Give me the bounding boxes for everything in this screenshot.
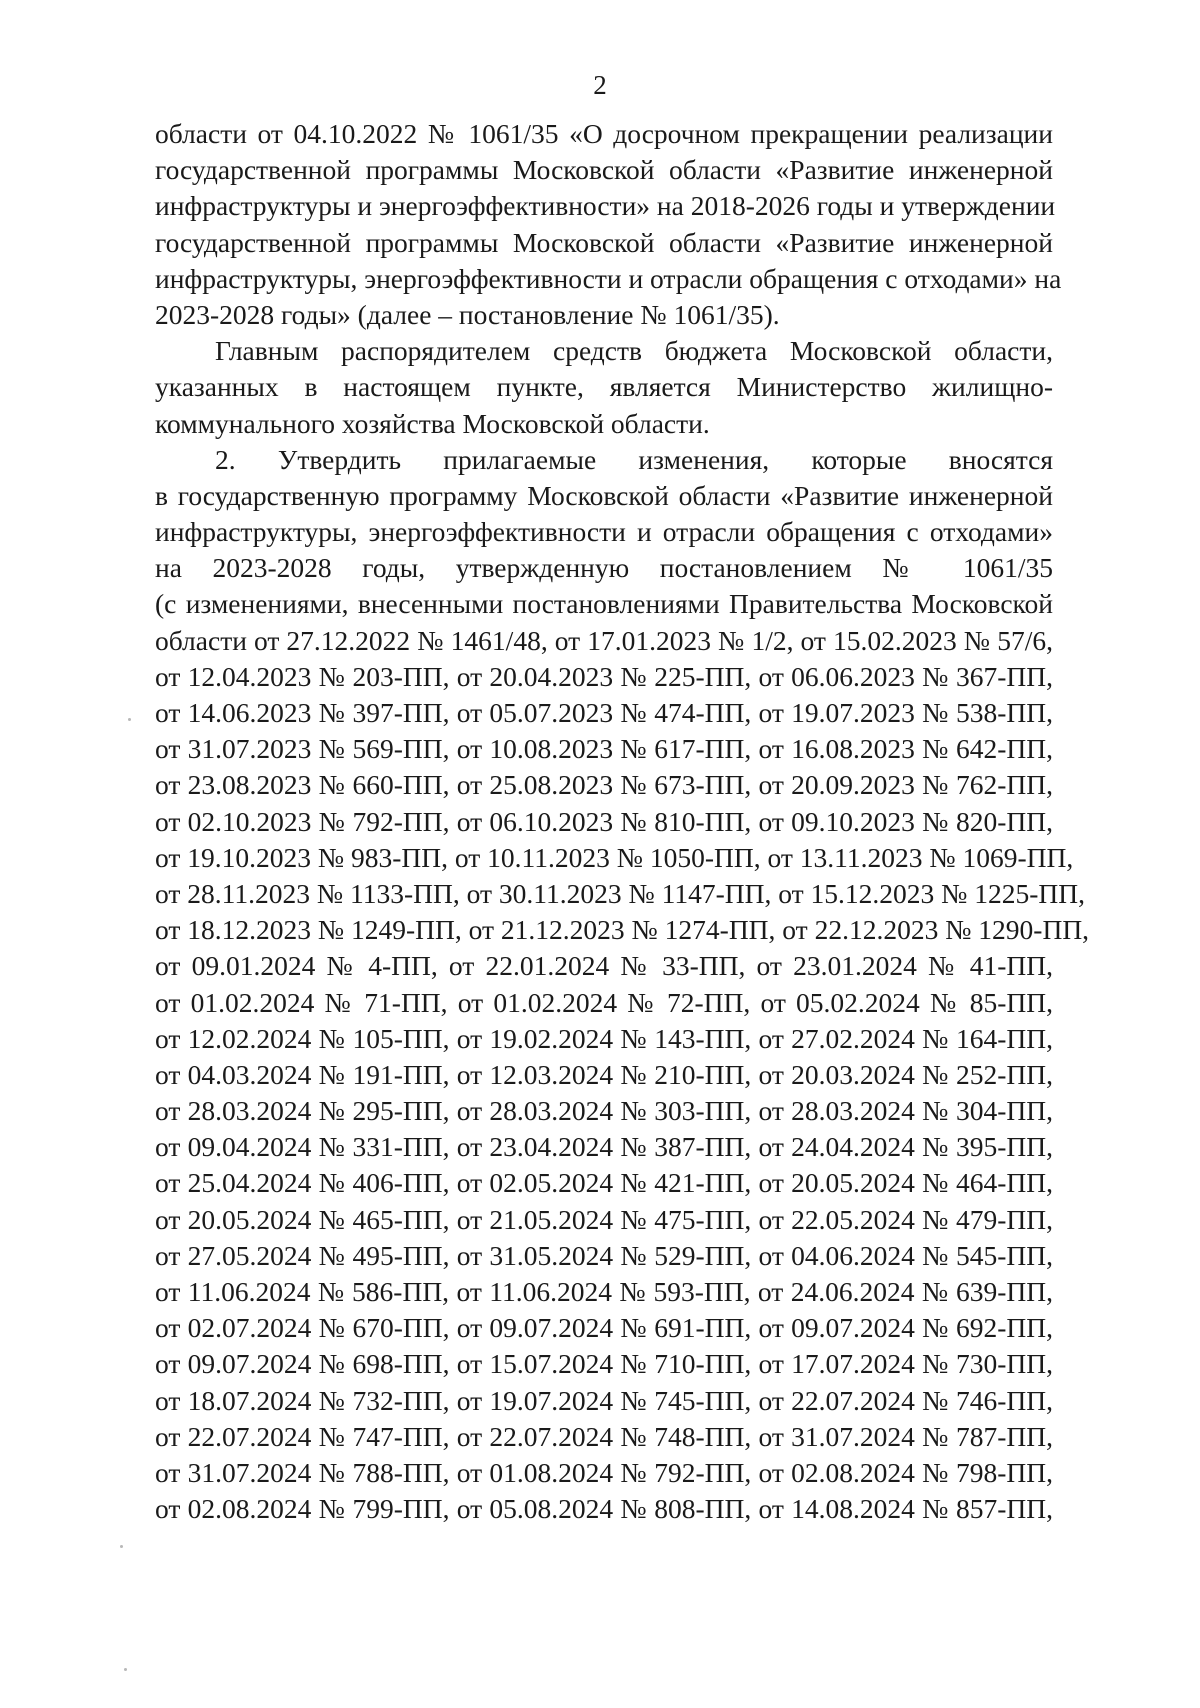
text-line: от 22.07.2024 № 747-ПП, от 22.07.2024 № 748-ПП, от 31.07.2024 № 787-ПП,: [155, 1420, 1053, 1452]
text-line: от 23.08.2023 № 660-ПП, от 25.08.2023 № 673-ПП, от 20.09.2023 № 762-ПП,: [155, 769, 1053, 801]
text-line: от 09.07.2024 № 698-ПП, от 15.07.2024 № 710-ПП, от 17.07.2024 № 730-ПП,: [155, 1348, 1053, 1380]
text-line: от 02.08.2024 № 799-ПП, от 05.08.2024 № 808-ПП, от 14.08.2024 № 857-ПП,: [155, 1493, 1053, 1525]
text-line: 2. Утвердить прилагаемые изменения, которые вносятся: [215, 443, 1053, 475]
text-line: от 18.12.2023 № 1249-ПП, от 21.12.2023 № 1274-ПП, от 22.12.2023 № 1290-ПП,: [155, 914, 1090, 946]
text-line: [155, 1527, 1053, 1563]
paragraph-continuation: [155, 116, 1062, 333]
text-line: от 02.10.2023 № 792-ПП, от 06.10.2023 № 810-ПП, от 09.10.2023 № 820-ПП,: [155, 805, 1053, 837]
text-line: области от 04.10.2022 № 1061/35 «О досрочном прекращении реализации: [155, 118, 1053, 149]
text-line: в государственную программу Московской области «Развитие инженерной: [155, 479, 1053, 511]
paragraph-main-administrator: [155, 333, 1053, 442]
text-line: от 31.07.2023 № 569-ПП, от 10.08.2023 № 617-ПП, от 16.08.2023 № 642-ПП,: [155, 733, 1053, 765]
paragraph-item-2: [155, 442, 1090, 1708]
text-line: от 01.02.2024 № 71-ПП, от 01.02.2024 № 72-ПП, от 05.02.2024 № 85-ПП,: [155, 986, 1053, 1018]
text-line: Главным распорядителем средств бюджета Московской области,: [215, 335, 1053, 367]
text-line: [155, 1600, 1053, 1636]
text-line: на 2023-2028 годы, утвержденную постановлением № 1061/35: [155, 552, 1053, 584]
text-line: инфраструктуры и энергоэффективности» на 2018-2026 годы и утверждении: [155, 190, 1056, 222]
text-line: [155, 1564, 1053, 1600]
text-line: от 14.06.2023 № 397-ПП, от 05.07.2023 № 474-ПП, от 19.07.2023 № 538-ПП,: [155, 697, 1053, 728]
text-line: [155, 1672, 1053, 1708]
text-line: от 12.02.2024 № 105-ПП, от 19.02.2024 № 143-ПП, от 27.02.2024 № 164-ПП,: [155, 1022, 1053, 1054]
text-line: от 18.07.2024 № 732-ПП, от 19.07.2024 № 745-ПП, от 22.07.2024 № 746-ПП,: [155, 1384, 1053, 1416]
scan-speck: [120, 1545, 123, 1548]
text-line: от 12.04.2023 № 203-ПП, от 20.04.2023 № 225-ПП, от 06.06.2023 № 367-ПП,: [155, 660, 1053, 692]
text-line: от 04.03.2024 № 191-ПП, от 12.03.2024 № 210-ПП, от 20.03.2024 № 252-ПП,: [155, 1058, 1053, 1090]
scan-speck: [124, 1668, 127, 1671]
text-line: от 11.06.2024 № 586-ПП, от 11.06.2024 № 593-ПП, от 24.06.2024 № 639-ПП,: [155, 1276, 1053, 1307]
text-line: от 02.07.2024 № 670-ПП, от 09.07.2024 № 691-ПП, от 09.07.2024 № 692-ПП,: [155, 1312, 1053, 1344]
text-line: от 28.11.2023 № 1133-ПП, от 30.11.2023 № 1147-ПП, от 15.12.2023 № 1225-ПП,: [155, 877, 1085, 909]
text-line: указанных в настоящем пункте, является Министерство жилищно-: [155, 371, 1053, 403]
text-line: [155, 1636, 1053, 1672]
text-line: от 09.04.2024 № 331-ПП, от 23.04.2024 № 387-ПП, от 24.04.2024 № 395-ПП,: [155, 1131, 1053, 1163]
text-line: инфраструктуры, энергоэффективности и отрасли обращения с отходами»: [155, 516, 1053, 548]
text-line: 2023-2028 годы» (далее – постановление № 1061/35).: [155, 298, 780, 330]
text-line: от 20.05.2024 № 465-ПП, от 21.05.2024 № 475-ПП, от 22.05.2024 № 479-ПП,: [155, 1203, 1053, 1235]
text-line: (с изменениями, внесенными постановлениями Правительства Московской: [155, 588, 1053, 620]
document-body: [155, 116, 1090, 1708]
text-line: от 09.01.2024 № 4-ПП, от 22.01.2024 № 33-ПП, от 23.01.2024 № 41-ПП,: [155, 950, 1053, 982]
text-line: от 27.05.2024 № 495-ПП, от 31.05.2024 № 529-ПП, от 04.06.2024 № 545-ПП,: [155, 1239, 1053, 1271]
text-line: инфраструктуры, энергоэффективности и отрасли обращения с отходами» на: [155, 262, 1062, 294]
scan-speck: [128, 718, 131, 721]
text-line: области от 27.12.2022 № 1461/48, от 17.01.2023 № 1/2, от 15.02.2023 № 57/6,: [155, 624, 1053, 656]
text-line: государственной программы Московской области «Развитие инженерной: [155, 154, 1053, 186]
text-line: от 25.04.2024 № 406-ПП, от 02.05.2024 № 421-ПП, от 20.05.2024 № 464-ПП,: [155, 1167, 1053, 1199]
text-line: коммунального хозяйства Московской области.: [155, 407, 710, 439]
text-line: государственной программы Московской области «Развитие инженерной: [155, 226, 1053, 258]
text-line: от 28.03.2024 № 295-ПП, от 28.03.2024 № 303-ПП, от 28.03.2024 № 304-ПП,: [155, 1095, 1053, 1127]
page-number: 2: [593, 70, 607, 100]
text-line: от 31.07.2024 № 788-ПП, от 01.08.2024 № 792-ПП, от 02.08.2024 № 798-ПП,: [155, 1456, 1053, 1488]
text-line: от 19.10.2023 № 983-ПП, от 10.11.2023 № 1050-ПП, от 13.11.2023 № 1069-ПП,: [155, 841, 1074, 873]
